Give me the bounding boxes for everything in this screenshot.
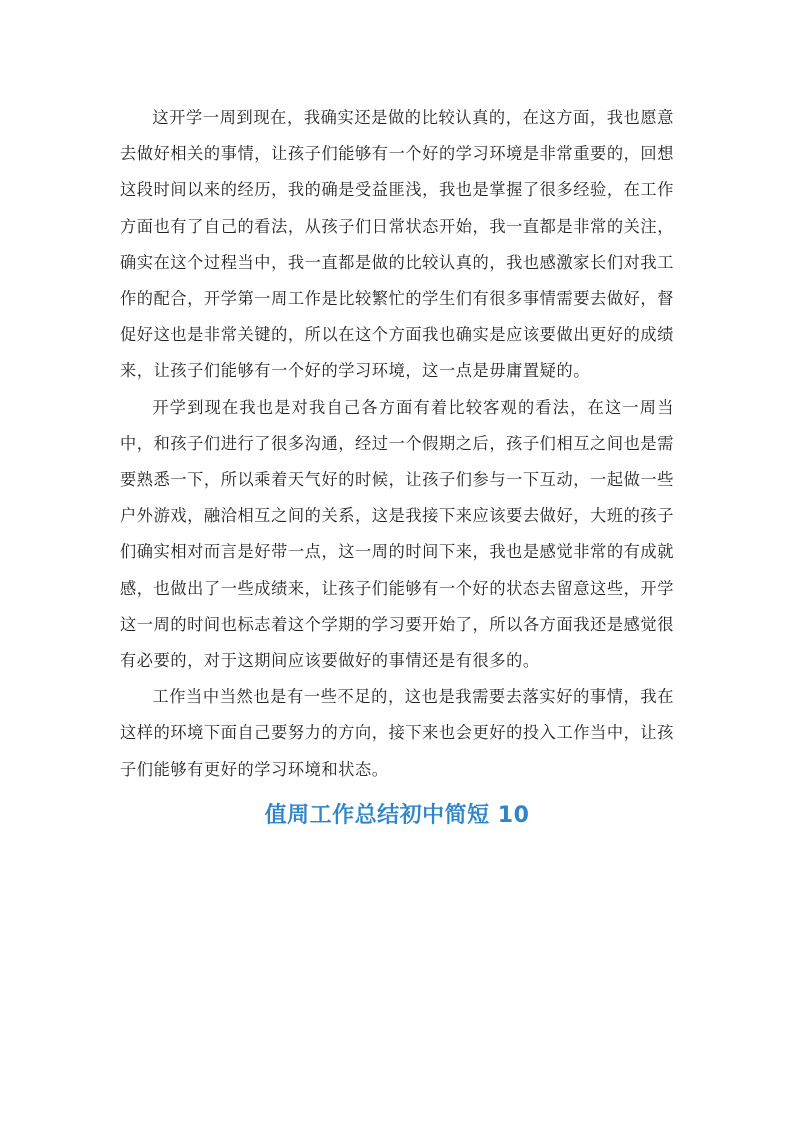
document-body: [120, 100, 674, 832]
paragraph-3: 工作当中当然也是有一些不足的，这也是我需要去落实好的事情，我在这样的环境下面自己要努力的方向，接下来也会更好的投入工作当中，让孩子们能够有更好的学习环境和状态。: [120, 687, 674, 779]
section-title: 值周工作总结初中简短 10: [264, 802, 530, 828]
paragraph-1: 这开学一周到现在，我确实还是做的比较认真的，在这方面，我也愿意去做好相关的事情，让孩子们能够有一个好的学习环境是非常重要的，回想这段时间以来的经历，我的确是受益匪浅，我也是掌握了很多经验，在工作方面也有了自己的看法，从孩子们日常状态开始，我一直都是非常的关注，确实在这个过程当中，我一直都是做的比较认真的，我也感激家长们对我工作的配合，开学第一周工作是比较繁忙的学生们有很多事情需要去做好，督促好这也是非常关键的，所以在这个方面我也确实是应该要做出更好的成绩来，让孩子们能够有一个好的学习环境，这一点是毋庸置疑的。: [120, 108, 674, 381]
paragraph-2: 开学到现在我也是对我自己各方面有着比较客观的看法，在这一周当中，和孩子们进行了很多沟通，经过一个假期之后，孩子们相互之间也是需要熟悉一下，所以乘着天气好的时候，让孩子们参与一下互动，一起做一些户外游戏，融洽相互之间的关系，这是我接下来应该要去做好，大班的孩子们确实相对而言是好带一点，这一周的时间下来，我也是感觉非常的有成就感，也做出了一些成绩来，让孩子们能够有一个好的状态去留意这些，开学这一周的时间也标志着这个学期的学习要开始了，所以各方面我还是感觉很有必要的，对于这期间应该要做好的事情还是有很多的。: [120, 397, 674, 671]
